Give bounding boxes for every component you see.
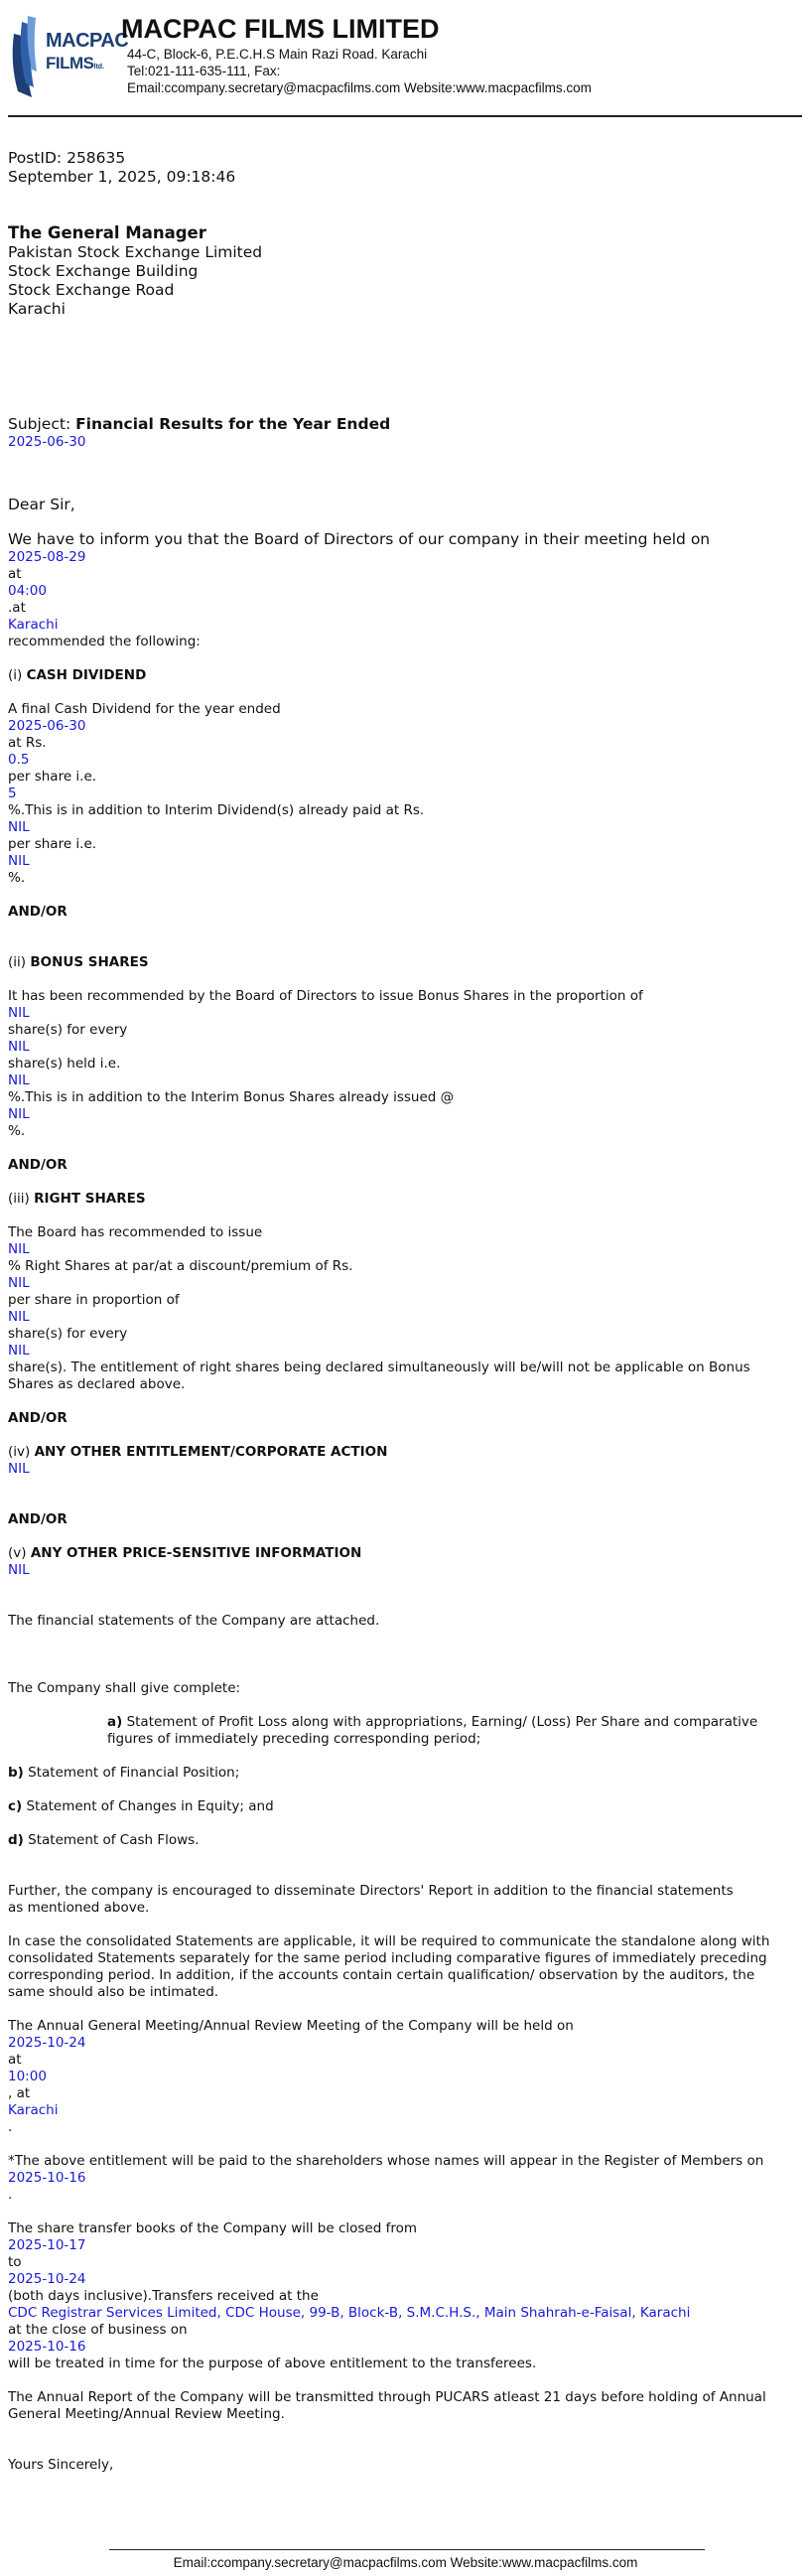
meeting-place: Karachi bbox=[8, 617, 59, 633]
bonus-shares-text: %. bbox=[8, 1123, 26, 1139]
bonus-shares-text: share(s) for every bbox=[8, 1022, 128, 1038]
subject-line: Subject: Financial Results for the Year Ended bbox=[8, 415, 391, 433]
recipient-line: Stock Exchange Building bbox=[8, 262, 199, 280]
right-shares-value: NIL bbox=[8, 1343, 30, 1359]
cash-dividend-text: %.This is in addition to Interim Dividend(s) already paid at Rs. bbox=[8, 802, 425, 818]
right-shares-text: share(s). The entitlement of right shares being declared simultaneously will be/will not be applicable on Bonus bbox=[8, 1360, 750, 1375]
interim-dividend-percent: NIL bbox=[8, 853, 30, 869]
list-item-b: b) Statement of Financial Position; bbox=[8, 1765, 240, 1781]
and-or-separator: AND/OR bbox=[8, 1157, 68, 1173]
cash-dividend-text: A final Cash Dividend for the year ended bbox=[8, 701, 281, 717]
interim-dividend-amount: NIL bbox=[8, 819, 30, 835]
bonus-shares-text: %.This is in addition to the Interim Bonus Shares already issued @ bbox=[8, 1089, 455, 1105]
annual-report-text: General Meeting/Annual Review Meeting. bbox=[8, 2406, 285, 2422]
bonus-shares-value: NIL bbox=[8, 1073, 30, 1088]
cash-dividend-year-end: 2025-06-30 bbox=[8, 718, 86, 734]
and-or-separator: AND/OR bbox=[8, 904, 68, 920]
registrar-address: CDC Registrar Services Limited, CDC House, 99-B, Block-B, S.M.C.H.S., Main Shahrah-e-Faisal, Karachi bbox=[8, 2305, 691, 2321]
entitlement-date: 2025-10-16 bbox=[8, 2170, 86, 2186]
subject-date: 2025-06-30 bbox=[8, 434, 86, 450]
recipient-line: Karachi bbox=[8, 300, 66, 318]
bonus-shares-value: NIL bbox=[8, 1005, 30, 1021]
right-shares-value: NIL bbox=[8, 1241, 30, 1257]
book-closure-text: (both days inclusive).Transfers received at the bbox=[8, 2288, 319, 2304]
other-entitlement-value: NIL bbox=[8, 1461, 30, 1477]
list-item-c: c) Statement of Changes in Equity; and bbox=[8, 1798, 274, 1814]
right-shares-heading: (iii) RIGHT SHARES bbox=[8, 1191, 146, 1207]
bonus-shares-text: share(s) held i.e. bbox=[8, 1056, 121, 1072]
annual-report-text: The Annual Report of the Company will be transmitted through PUCARS atleast 21 days before holding of Annual bbox=[8, 2389, 766, 2405]
meeting-time: 04:00 bbox=[8, 583, 47, 599]
list-item-d: d) Statement of Cash Flows. bbox=[8, 1832, 200, 1848]
bonus-shares-text: It has been recommended by the Board of Directors to issue Bonus Shares in the proportion of bbox=[8, 988, 643, 1004]
price-sensitive-value: NIL bbox=[8, 1562, 30, 1578]
price-sensitive-heading: (v) ANY OTHER PRICE-SENSITIVE INFORMATION bbox=[8, 1545, 362, 1561]
right-shares-value: NIL bbox=[8, 1309, 30, 1325]
statements-attached: The financial statements of the Company are attached. bbox=[8, 1613, 380, 1629]
recipient-title: The General Manager bbox=[8, 223, 206, 242]
right-shares-text: share(s) for every bbox=[8, 1326, 128, 1342]
cash-dividend-text: at Rs. bbox=[8, 735, 47, 751]
book-closure-close-date: 2025-10-16 bbox=[8, 2339, 86, 2355]
logo-text-films: FILMSltd. bbox=[46, 54, 104, 72]
intro-at: at bbox=[8, 566, 22, 582]
recipient-line: Pakistan Stock Exchange Limited bbox=[8, 243, 263, 261]
other-entitlement-heading: (iv) ANY OTHER ENTITLEMENT/CORPORATE ACTION bbox=[8, 1444, 388, 1460]
consolidated-text: corresponding period. In addition, if the accounts contain certain qualification/ observation by the auditors, the bbox=[8, 1967, 755, 1983]
agm-text: . bbox=[8, 2119, 13, 2135]
bonus-shares-value: NIL bbox=[8, 1106, 30, 1122]
consolidated-text: In case the consolidated Statements are applicable, it will be required to communicate the standalone along with bbox=[8, 1933, 770, 1949]
closing: Yours Sincerely, bbox=[8, 2457, 114, 2473]
directors-report-text: Further, the company is encouraged to disseminate Directors' Report in addition to the financial statements bbox=[8, 1883, 734, 1899]
company-email-website: Email:ccompany.secretary@macpacfilms.com Website:www.macpacfilms.com bbox=[127, 80, 592, 95]
letter-body bbox=[8, 149, 792, 2474]
entitlement-text: *The above entitlement will be paid to the shareholders whose names will appear in the Register of Members on bbox=[8, 2153, 764, 2169]
company-logo bbox=[8, 14, 129, 101]
entitlement-text: . bbox=[8, 2187, 13, 2203]
right-shares-text: per share in proportion of bbox=[8, 1292, 180, 1308]
post-datetime: September 1, 2025, 09:18:46 bbox=[8, 168, 236, 186]
intro-text: We have to inform you that the Board of Directors of our company in their meeting held on bbox=[8, 530, 711, 548]
company-name: MACPAC FILMS LIMITED bbox=[121, 14, 440, 44]
cash-dividend-amount: 0.5 bbox=[8, 752, 30, 768]
intro-recommended: recommended the following: bbox=[8, 634, 201, 649]
agm-text: The Annual General Meeting/Annual Review Meeting of the Company will be held on bbox=[8, 2018, 574, 2034]
bonus-shares-heading: (ii) BONUS SHARES bbox=[8, 954, 149, 970]
recipient-line: Stock Exchange Road bbox=[8, 281, 175, 299]
agm-text: at bbox=[8, 2052, 22, 2068]
list-item-a: a) Statement of Profit Loss along with appropriations, Earning/ (Loss) Per Share and comparative figures of immediately preceding corresponding period; bbox=[107, 1714, 758, 1747]
agm-place: Karachi bbox=[8, 2102, 59, 2118]
post-id: PostID: 258635 bbox=[8, 149, 126, 167]
company-phone-fax: Tel:021-111-635-111, Fax: bbox=[127, 64, 281, 78]
bonus-shares-value: NIL bbox=[8, 1039, 30, 1055]
cash-dividend-percent: 5 bbox=[8, 786, 17, 801]
consolidated-text: same should also be intimated. bbox=[8, 1984, 219, 2000]
cash-dividend-heading: (i) CASH DIVIDEND bbox=[8, 667, 147, 683]
salutation: Dear Sir, bbox=[8, 496, 75, 513]
right-shares-text: The Board has recommended to issue bbox=[8, 1224, 263, 1240]
intro-at-place: .at bbox=[8, 600, 26, 616]
right-shares-value: NIL bbox=[8, 1275, 30, 1291]
logo-text-macpac: MACPAC bbox=[46, 30, 129, 52]
book-closure-text: The share transfer books of the Company will be closed from bbox=[8, 2220, 418, 2236]
header-divider bbox=[8, 115, 802, 117]
complete-intro: The Company shall give complete: bbox=[8, 1680, 241, 1696]
agm-text: , at bbox=[8, 2085, 31, 2101]
footer-email-website: Email:ccompany.secretary@macpacfilms.com Website:www.macpacfilms.com bbox=[173, 2555, 638, 2570]
book-closure-to: 2025-10-24 bbox=[8, 2271, 86, 2287]
footer-divider bbox=[109, 2549, 705, 2550]
book-closure-text: to bbox=[8, 2254, 22, 2270]
right-shares-text: Shares as declared above. bbox=[8, 1376, 186, 1392]
consolidated-text: consolidated Statements separately for the same period including comparative figures of immediately preceding bbox=[8, 1950, 767, 1966]
right-shares-text: % Right Shares at par/at a discount/premium of Rs. bbox=[8, 1258, 353, 1274]
book-closure-text: at the close of business on bbox=[8, 2322, 188, 2338]
agm-date: 2025-10-24 bbox=[8, 2035, 86, 2051]
cash-dividend-text: per share i.e. bbox=[8, 769, 97, 785]
book-closure-from: 2025-10-17 bbox=[8, 2237, 86, 2253]
meeting-date: 2025-08-29 bbox=[8, 549, 86, 565]
company-address: 44-C, Block-6, P.E.C.H.S Main Razi Road. Karachi bbox=[127, 47, 428, 62]
agm-time: 10:00 bbox=[8, 2069, 47, 2084]
and-or-separator: AND/OR bbox=[8, 1410, 68, 1426]
logo-film-roll-icon bbox=[8, 14, 38, 99]
cash-dividend-text: per share i.e. bbox=[8, 836, 97, 852]
and-or-separator: AND/OR bbox=[8, 1511, 68, 1527]
letterhead bbox=[8, 10, 802, 104]
cash-dividend-text: %. bbox=[8, 870, 26, 886]
book-closure-text: will be treated in time for the purpose of above entitlement to the transferees. bbox=[8, 2356, 537, 2371]
directors-report-text: as mentioned above. bbox=[8, 1900, 150, 1916]
